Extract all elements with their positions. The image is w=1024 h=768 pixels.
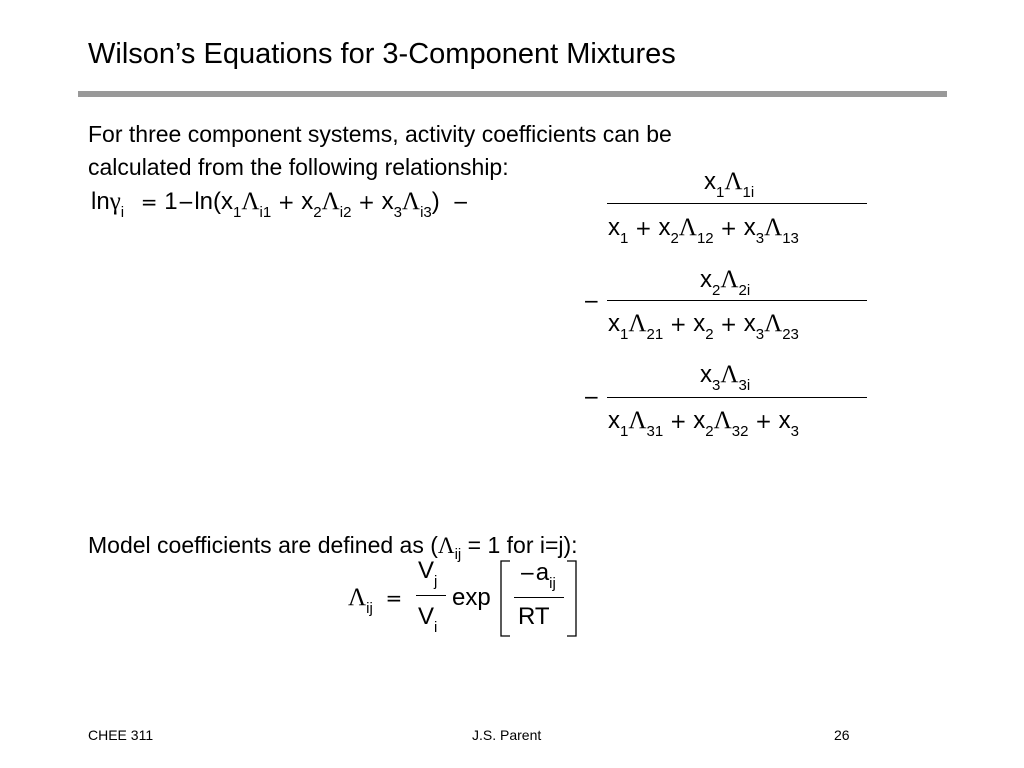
fraction-3-bar bbox=[607, 397, 867, 398]
fraction-2-bar bbox=[607, 300, 867, 301]
right-bracket bbox=[566, 560, 578, 638]
intro-line-1: For three component systems, activity coefficients can be bbox=[88, 121, 672, 147]
fraction-1-bar bbox=[607, 203, 867, 204]
slide-title: Wilson’s Equations for 3-Component Mixtures bbox=[88, 38, 676, 70]
intro-line-2: calculated from the following relationship: bbox=[88, 154, 509, 180]
lambda-ij-lhs: $\Lambda_{ij}$ = bbox=[348, 584, 403, 617]
exponent-denominator: RT bbox=[518, 603, 550, 630]
exp-function: exp bbox=[452, 584, 491, 611]
fraction-1-denominator: $x_1 + x_2\Lambda_{12} + x_3\Lambda_{13}$ bbox=[608, 214, 799, 247]
fraction-2-numerator: $x_2\Lambda_{2i}$ bbox=[700, 266, 751, 299]
volume-ratio-bar bbox=[416, 595, 446, 596]
left-bracket bbox=[500, 560, 512, 638]
exponent-bar bbox=[514, 597, 564, 598]
model-coefficients-text: Model coefficients are defined as ($\Lambda_{ij} = 1$ for i=j): bbox=[88, 532, 578, 563]
fraction-3-denominator: $x_1\Lambda_{31} + x_2\Lambda_{32} + x_3$ bbox=[608, 407, 799, 440]
equation-lhs: $\ln\gamma_i = 1-\ln(x_1\Lambda_{i1} + x_2\Lambda_{i2} + x_3\Lambda_{i3})$ − bbox=[91, 188, 470, 221]
footer-author: J.S. Parent bbox=[472, 727, 542, 743]
molar-volume-numerator: $V_j$ bbox=[418, 557, 438, 590]
molar-volume-denominator: $V_i$ bbox=[418, 603, 438, 636]
fraction-1-numerator: $x_1\Lambda_{1i}$ bbox=[704, 168, 755, 201]
fraction-2-denominator: $x_1\Lambda_{21} + x_2 + x_3\Lambda_{23}$ bbox=[608, 310, 799, 343]
footer-course: CHEE 311 bbox=[88, 727, 154, 743]
fraction-3-numerator: $x_3\Lambda_{3i}$ bbox=[700, 361, 751, 394]
exponent-numerator: $-a_{ij}$ bbox=[519, 559, 556, 592]
fraction-2-minus: − bbox=[583, 289, 600, 313]
title-divider bbox=[78, 91, 947, 97]
footer-page-number: 26 bbox=[834, 727, 850, 743]
fraction-3-minus: − bbox=[583, 385, 600, 409]
